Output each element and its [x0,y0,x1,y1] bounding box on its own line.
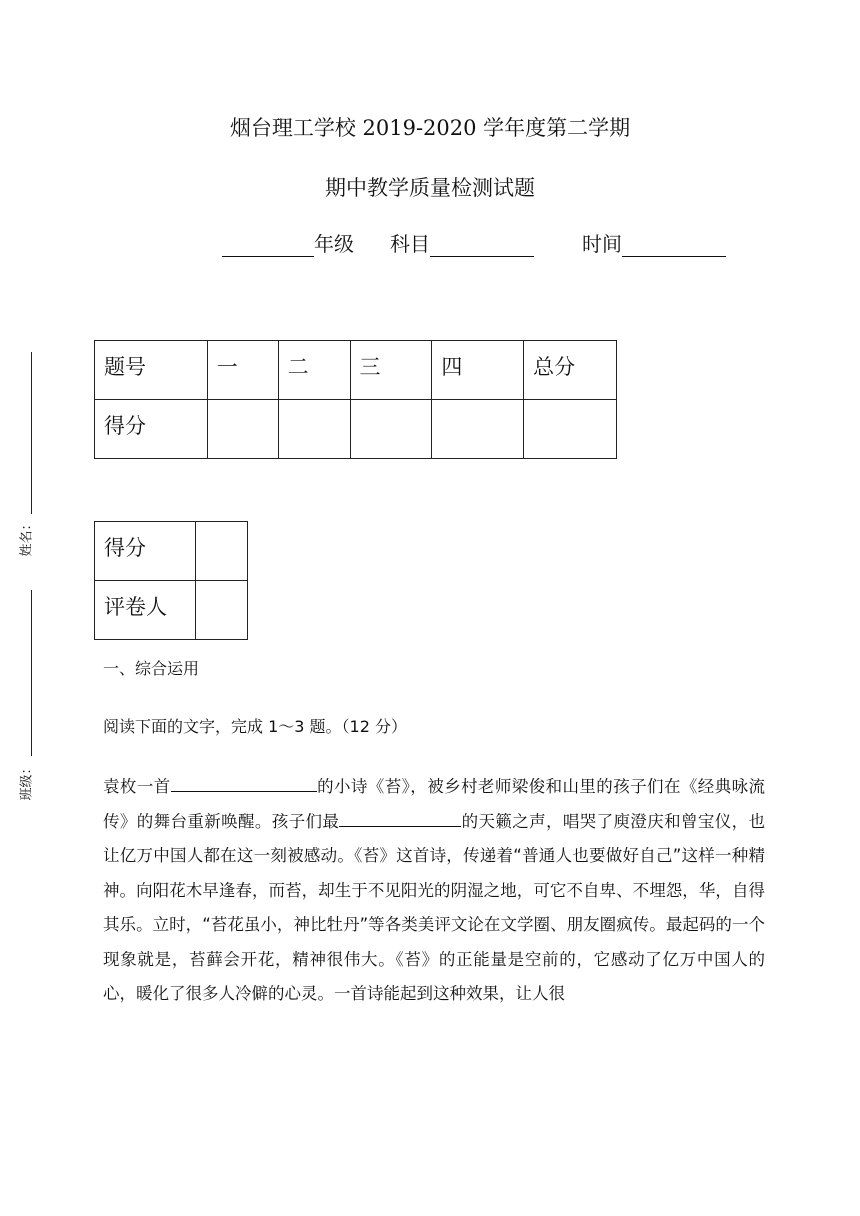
time-label: 时间 [582,232,622,256]
grader-table [94,521,248,640]
class-binding-line [31,590,32,756]
table-header-cell: 四 [432,341,524,400]
reading-passage [103,770,765,1012]
score-summary-table [94,340,617,459]
table-row-header: 得分 [95,522,196,581]
answer-blank[interactable] [339,808,461,827]
table-row-header: 得分 [95,400,208,459]
exam-info-line [222,228,782,257]
table-row [95,581,248,640]
passage-text: 袁枚一首 [103,777,171,796]
table-header-cell: 一 [207,341,278,400]
section-instruction: 阅读下面的文字，完成 1～3 题。（12 分） [103,717,407,736]
table-row [95,522,248,581]
grade-label: 年级 [314,232,354,256]
name-label: 姓名： [19,517,35,557]
table-row [95,400,617,459]
grader-cell[interactable] [196,581,248,640]
score-cell[interactable] [524,400,617,459]
score-cell[interactable] [432,400,524,459]
table-header-cell: 总分 [524,341,617,400]
table-row-header: 题号 [95,341,208,400]
table-header-cell: 三 [350,341,432,400]
score-cell[interactable] [207,400,278,459]
score-cell[interactable] [196,522,248,581]
class-label: 班级： [19,761,35,801]
answer-blank[interactable] [171,773,317,792]
subject-blank[interactable] [430,232,534,257]
score-cell[interactable] [278,400,350,459]
time-blank[interactable] [622,232,726,257]
table-row-header: 评卷人 [95,581,196,640]
score-cell[interactable] [350,400,432,459]
passage-text: 的天籁之声，唱哭了庾澄庆和曾宝仪，也让亿万中国人都在这一刻被感动。《苔》这首诗，传递着“普通人也要做好自己”这样一种精神。向阳花木早逢春，而苔，却生于不见阳光的阴湿之地，可它不自卑、不埋怨，华，自得其乐。立时，“苔花虽小，神比牡丹”等各类美评文论在文学圈、朋友圈疯传。最起码的一个现象就是，苔藓会开花，精神很伟大。《苔》的正能量是空前的，它感动了亿万中国人的心，暖化了很多人冷僻的心灵。一首诗能起到这种效果，让人很 [103,811,765,1003]
section-heading: 一、综合运用 [103,659,200,678]
grade-blank[interactable] [222,232,314,257]
table-header-cell: 二 [278,341,350,400]
exam-title-name: 期中教学质量检测试题 [325,176,535,200]
subject-label: 科目 [390,232,430,256]
table-row [95,341,617,400]
name-binding-line [31,352,32,514]
exam-title-school-term: 烟台理工学校 2019-2020 学年度第二学期 [229,116,631,140]
passage-text: 的小诗《苔》，被乡村老师梁俊和山里的孩子们在《经典咏流传》的舞台重新唤醒。孩子们最 [103,777,766,831]
